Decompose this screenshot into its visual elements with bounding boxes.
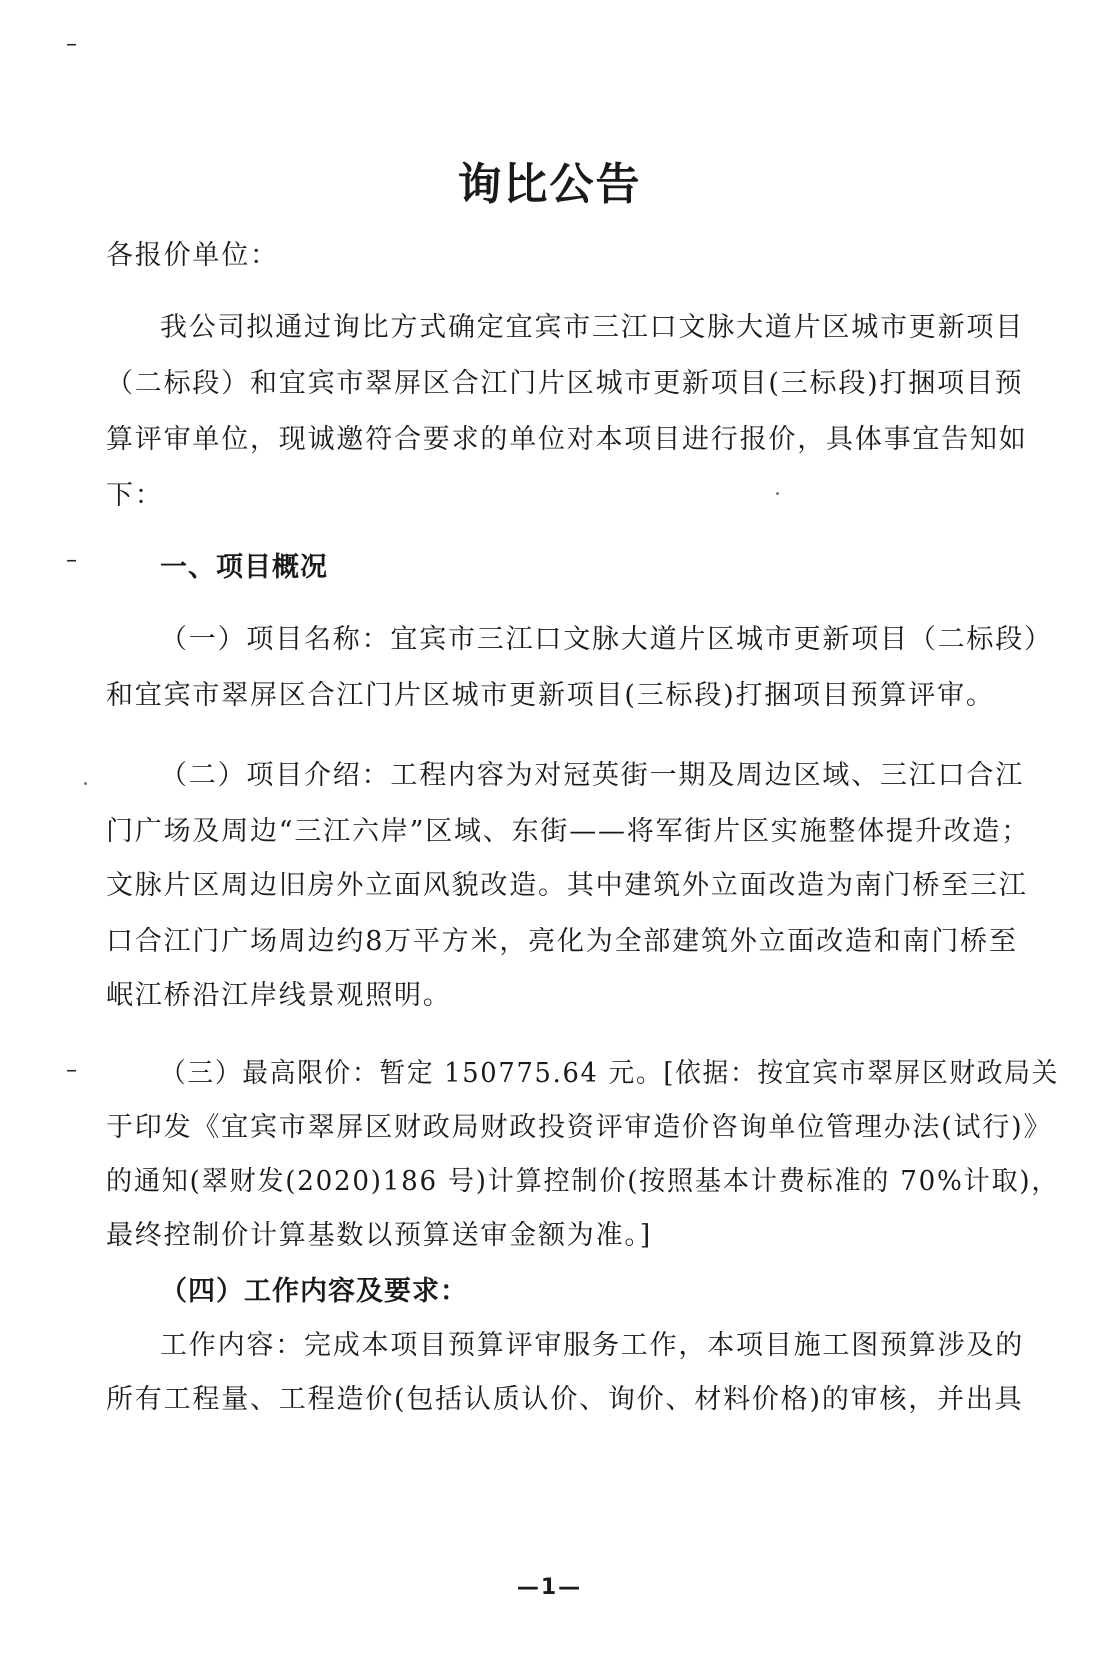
- paragraph-line: 岷江桥沿江岸线景观照明。: [106, 980, 452, 1011]
- paragraph-line: 和宜宾市翠屏区合江门片区城市更新项目(三标段)打捆项目预算评审。: [106, 680, 995, 711]
- paragraph-line: 下：: [106, 480, 164, 511]
- page-title: 询比公告: [457, 159, 642, 210]
- paragraph-line: 所有工程量、工程造价(包括认质认价、询价、材料价格)的审核，并出具: [106, 1384, 1024, 1415]
- paragraph-line: （三）最高限价：暂定 150775.64 元。[依据：按宜宾市翠屏区财政局关: [160, 1058, 1060, 1089]
- paragraph-line: 算评审单位，现诚邀符合要求的单位对本项目进行报价，具体事宜告知如: [106, 424, 1028, 455]
- paragraph-line: 的通知(翠财发(2020)186 号)计算控制价(按照基本计费标准的 70%计取)，: [106, 1166, 1060, 1197]
- section-heading: 一、项目概况: [160, 552, 328, 583]
- salutation: 各报价单位：: [106, 240, 279, 271]
- paragraph-line: （二）项目介绍：工程内容为对冠英街一期及周边区域、三江口合江: [160, 760, 1024, 791]
- page-number: —1—: [516, 1575, 583, 1600]
- paragraph-line: 最终控制价计算基数以预算送审金额为准。]: [106, 1220, 653, 1251]
- scan-mark: –: [66, 1058, 77, 1083]
- paragraph-line: 门广场及周边“三江六岸”区域、东街——将军街片区实施整体提升改造；: [106, 816, 1031, 847]
- paragraph-line: （一）项目名称：宜宾市三江口文脉大道片区城市更新项目（二标段）: [160, 624, 1053, 655]
- paragraph-line: 于印发《宜宾市翠屏区财政局财政投资评审造价咨询单位管理办法(试行)》: [106, 1112, 1053, 1143]
- scan-mark: –: [66, 548, 77, 573]
- scan-speck: [84, 782, 87, 785]
- paragraph-line: 文脉片区周边旧房外立面风貌改造。其中建筑外立面改造为南门桥至三江: [106, 870, 1028, 901]
- paragraph-line: （二标段）和宜宾市翠屏区合江门片区城市更新项目(三标段)打捆项目预: [106, 368, 1024, 399]
- paragraph-line: 口合江门广场周边约8万平方米，亮化为全部建筑外立面改造和南门桥至: [106, 926, 1018, 957]
- paragraph-line: 工作内容：完成本项目预算评审服务工作，本项目施工图预算涉及的: [160, 1330, 1024, 1361]
- subsection-heading: （四）工作内容及要求：: [160, 1276, 468, 1307]
- paragraph-line: 我公司拟通过询比方式确定宜宾市三江口文脉大道片区城市更新项目: [160, 312, 1024, 343]
- scan-mark: –: [66, 32, 77, 57]
- scan-speck: [776, 492, 779, 495]
